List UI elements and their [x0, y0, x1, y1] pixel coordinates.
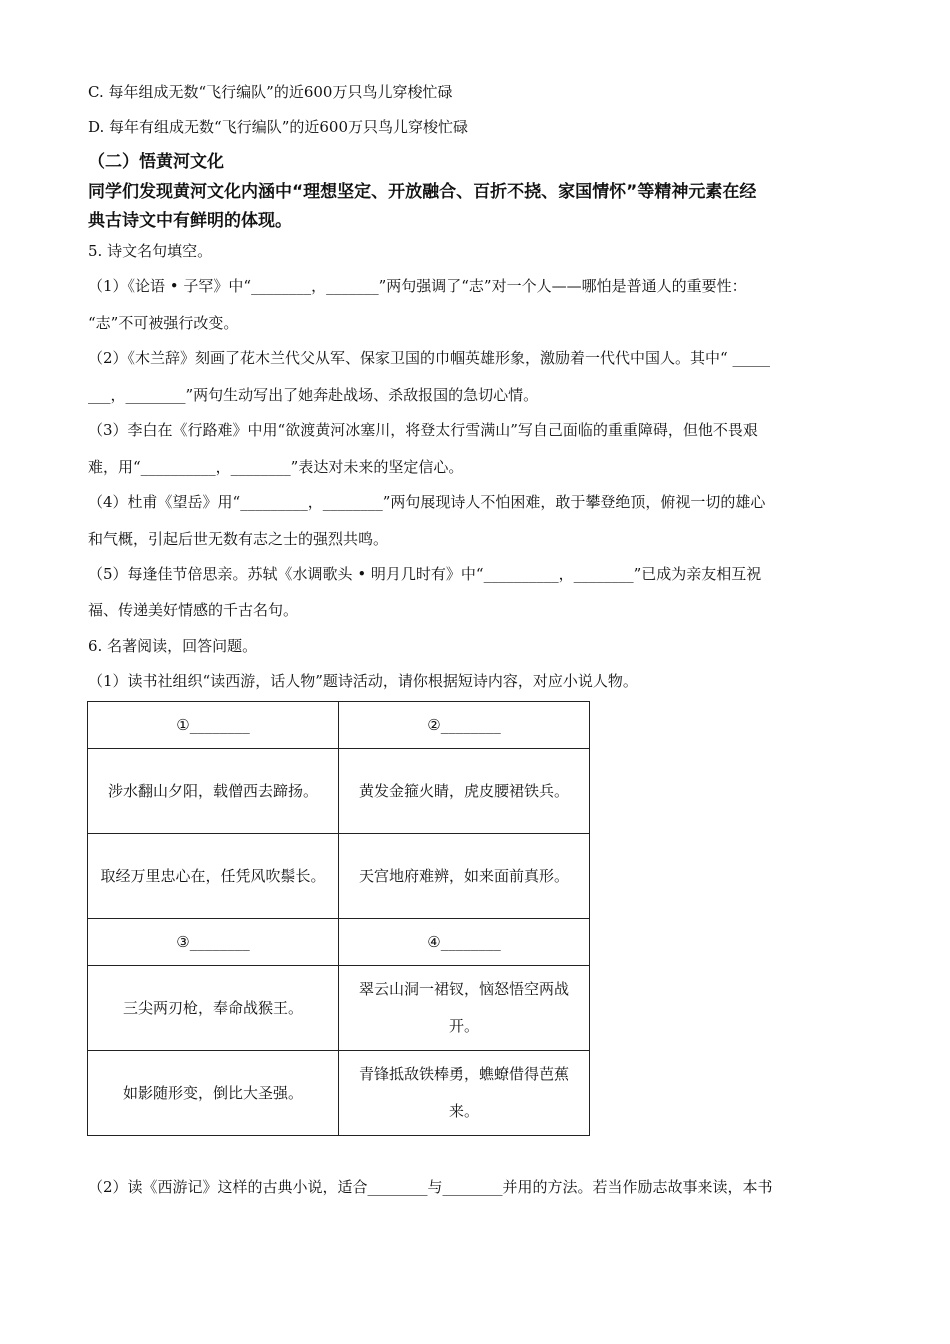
- section-intro-line-1: 同学们发现黄河文化内涵中“理想坚定、开放融合、百折不挠、家国情怀”等精神元素在经: [88, 182, 757, 202]
- table-header-cell: ④________: [339, 919, 590, 966]
- table-cell: 黄发金箍火睛，虎皮腰裙铁兵。: [339, 749, 590, 834]
- option-d: D. 每年有组成无数“飞行编队”的近600万只鸟儿穿梭忙碌: [88, 118, 468, 136]
- table-cell: 如影随形变，倒比大圣强。: [88, 1051, 339, 1136]
- table-cell: 涉水翻山夕阳，载僧西去蹄扬。: [88, 749, 339, 834]
- q5-item-5-line-1: （5）每逢佳节倍思亲。苏轼《水调歌头 • 明月几时有》中“__________，________”已成为亲友相互祝: [88, 565, 762, 583]
- table-header-cell: ③________: [88, 919, 339, 966]
- q5-item-2-line-1: （2）《木兰辞》刻画了花木兰代父从军、保家卫国的巾帼英雄形象，激励着一代代中国人。其中“ _____: [88, 349, 770, 367]
- table-cell: 天宫地府难辨，如来面前真形。: [339, 834, 590, 919]
- q5-title: 5. 诗文名句填空。: [88, 242, 213, 260]
- table-cell: 青锋抵敌铁棒勇，蟭蟟借得芭蕉来。: [339, 1051, 590, 1136]
- q5-item-4-line-1: （4）杜甫《望岳》用“_________，________”两句展现诗人不怕困难，敢于攀登绝顶，俯视一切的雄心: [88, 493, 766, 511]
- table-cell: 翠云山洞一裙钗，恼怒悟空两战开。: [339, 966, 590, 1051]
- section-title: （二）悟黄河文化: [88, 152, 224, 172]
- q5-item-3-line-1: （3）李白在《行路难》中用“欲渡黄河冰塞川，将登太行雪满山”写自己面临的重重障碍，但他不畏艰: [88, 421, 758, 439]
- table-header-cell: ①________: [88, 702, 339, 749]
- q6-item-1: （1）读书社组织“读西游，话人物”题诗活动，请你根据短诗内容，对应小说人物。: [88, 672, 638, 690]
- q6-item-2: （2）读《西游记》这样的古典小说，适合________与________并用的方法。若当作励志故事来读，本书: [88, 1178, 773, 1196]
- poem-character-table: [87, 701, 590, 1136]
- q5-item-3-line-2: 难，用“__________，________”表达对未来的坚定信心。: [88, 458, 464, 476]
- q5-item-1-line-1: （1）《论语 • 子罕》中“________，_______”两句强调了“志”对一个人——哪怕是普通人的重要性：: [88, 277, 747, 295]
- q5-item-5-line-2: 福、传递美好情感的千古名句。: [88, 601, 299, 619]
- table-cell: 三尖两刃枪，奉命战猴王。: [88, 966, 339, 1051]
- table-header-cell: ②________: [339, 702, 590, 749]
- q5-item-2-line-2: ___，________”两句生动写出了她奔赴战场、杀敌报国的急切心情。: [88, 386, 539, 404]
- table-cell: 取经万里忠心在，任凭风吹鬃长。: [88, 834, 339, 919]
- q5-item-4-line-2: 和气概，引起后世无数有志之士的强烈共鸣。: [88, 530, 389, 548]
- section-intro-line-2: 典古诗文中有鲜明的体现。: [88, 211, 292, 231]
- q6-title: 6. 名著阅读，回答问题。: [88, 637, 258, 655]
- option-c: C. 每年组成无数“飞行编队”的近600万只鸟儿穿梭忙碌: [88, 83, 453, 101]
- q5-item-1-line-2: “志”不可被强行改变。: [88, 314, 239, 332]
